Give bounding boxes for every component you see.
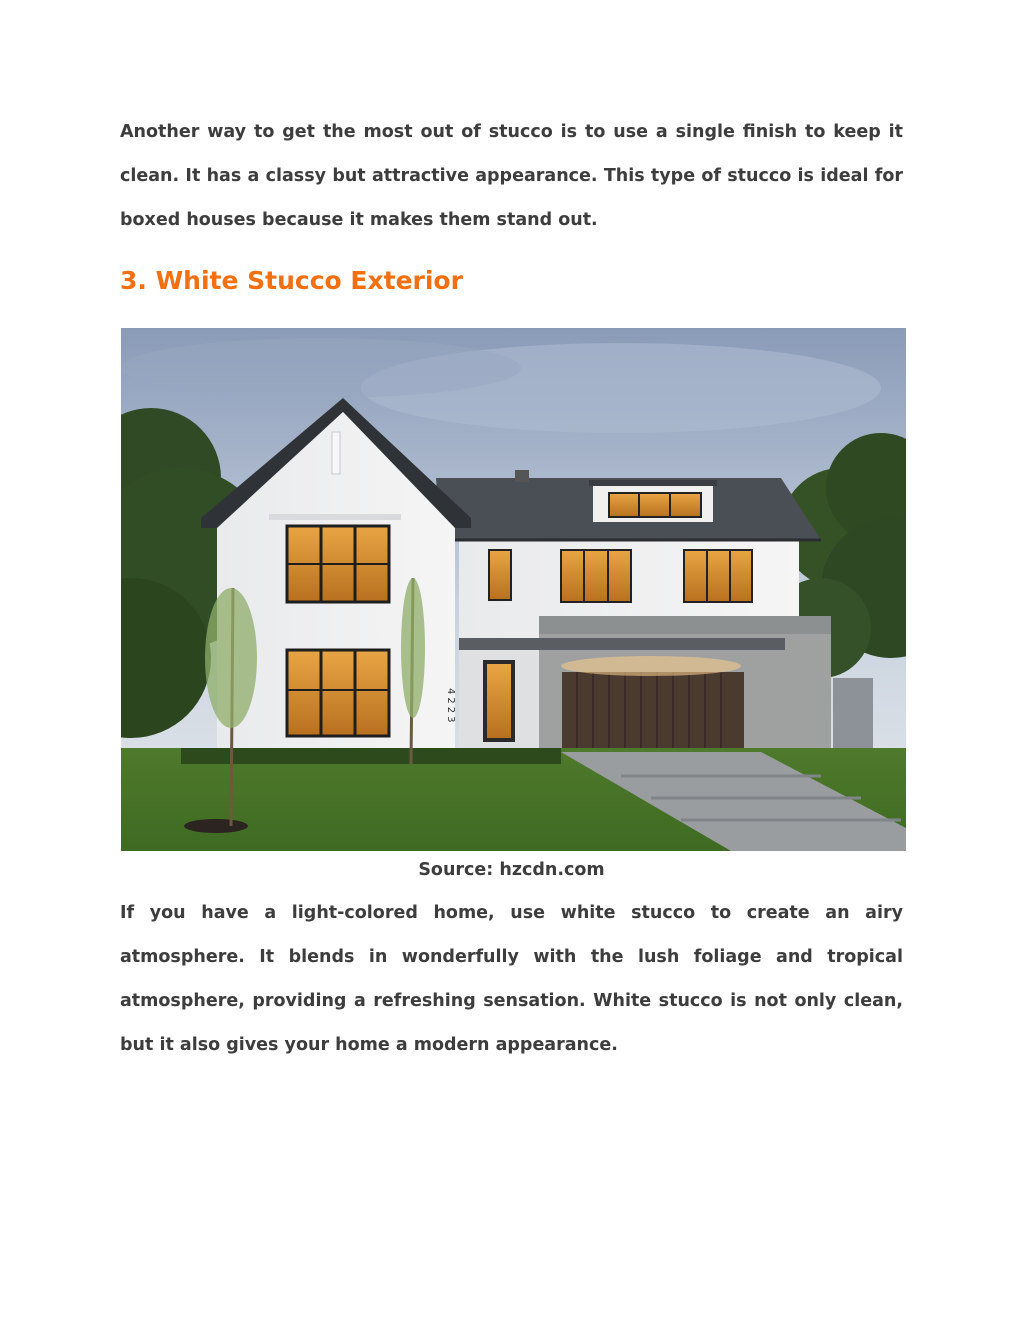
section-heading: 3. White Stucco Exterior (120, 266, 463, 295)
house-photo (121, 328, 906, 851)
house-number: 4223 (445, 688, 456, 726)
intro-paragraph: Another way to get the most out of stucco is to use a single finish to keep it clean. It has a classy but attractive appearance. This type of stucco is ideal for boxed houses because it makes them stand out. (120, 122, 903, 230)
body-paragraph: If you have a light-colored home, use white stucco to create an airy atmosphere. It blends in wonderfully with the lush foliage and tropical atmosphere, providing a refreshing sensation. White stucco is not only clean, but it also gives your home a modern appearance. (120, 903, 903, 1055)
image-caption: Source: hzcdn.com (418, 860, 605, 880)
